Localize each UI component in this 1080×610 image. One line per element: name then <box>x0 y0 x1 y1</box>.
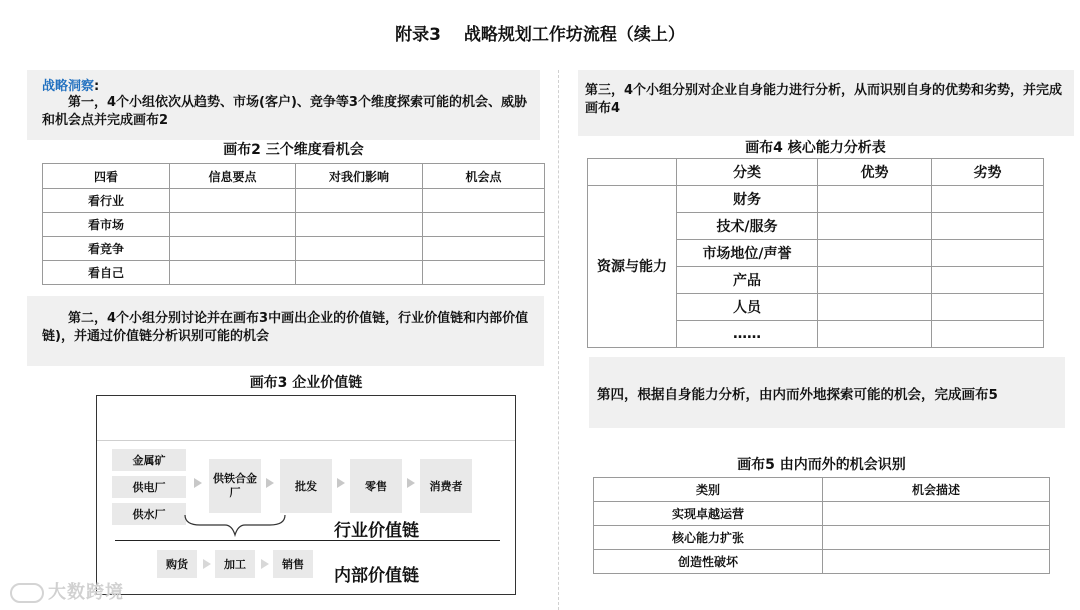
canvas4-corner-cell <box>588 159 677 186</box>
table-cell[interactable] <box>932 213 1044 240</box>
table-cell[interactable] <box>423 237 545 261</box>
step2-text: 第二，4个小组分别讨论并在画布3中画出企业的价值链，行业价值链和内部价值链)，并通过价值链分析识别可能的机会 <box>42 311 529 344</box>
canvas2-header-cell: 四看 <box>43 164 170 189</box>
table-row <box>43 213 545 237</box>
brace-icon <box>180 513 290 543</box>
canvas4-group-cell: 资源与能力 <box>588 186 677 348</box>
table-cell[interactable] <box>296 213 423 237</box>
step4-text: 第四，根据自身能力分析，由内而外地探索可能的机会，完成画布5 <box>597 387 998 403</box>
table-row <box>588 186 1044 213</box>
canvas2-header-cell: 对我们影响 <box>296 164 423 189</box>
canvas4-row-label: 技术/服务 <box>677 213 818 240</box>
chain-arrow-icon <box>266 478 274 488</box>
canvas5-header-cell: 类别 <box>594 478 823 502</box>
chain-step-box: 零售 <box>350 459 402 513</box>
canvas5-row-label: 创造性破坏 <box>594 550 823 574</box>
table-cell[interactable] <box>932 186 1044 213</box>
table-cell[interactable] <box>823 550 1050 574</box>
table-cell[interactable] <box>296 189 423 213</box>
canvas2-row-label: 看市场 <box>43 213 170 237</box>
table-row <box>43 261 545 285</box>
step1-heading <box>42 75 99 94</box>
step4-panel <box>589 357 1065 428</box>
chain-step-box: 消费者 <box>420 459 472 513</box>
watermark <box>10 578 124 604</box>
step1-label: 战略洞察 <box>42 79 95 94</box>
chain-arrow-icon <box>203 559 211 569</box>
table-cell[interactable] <box>296 237 423 261</box>
table-cell[interactable] <box>818 294 932 321</box>
table-cell[interactable] <box>170 261 296 285</box>
internal-step-box: 销售 <box>273 550 313 578</box>
canvas2-table <box>42 163 545 285</box>
canvas5-header-row <box>594 478 1050 502</box>
table-cell[interactable] <box>423 261 545 285</box>
industry-chain-label: 行业价值链 <box>334 521 419 541</box>
table-cell[interactable] <box>932 321 1044 348</box>
chain-arrow-icon <box>194 478 202 488</box>
chain-arrow-icon <box>407 478 415 488</box>
internal-step-box: 购货 <box>157 550 197 578</box>
table-cell[interactable] <box>818 267 932 294</box>
canvas2-header-cell: 信息要点 <box>170 164 296 189</box>
canvas5-header-cell: 机会描述 <box>823 478 1050 502</box>
canvas2-row-label: 看自己 <box>43 261 170 285</box>
supplier-box: 供电厂 <box>112 476 186 498</box>
table-cell[interactable] <box>296 261 423 285</box>
canvas2-header-cell: 机会点 <box>423 164 545 189</box>
canvas4-title: 画布4 核心能力分析表 <box>745 140 886 156</box>
step3-text: 第三，4个小组分别对企业自身能力进行分析，从而识别自身的优势和劣势，并完成画布4 <box>585 83 1063 116</box>
canvas2-header-row <box>43 164 545 189</box>
table-cell[interactable] <box>423 213 545 237</box>
table-cell[interactable] <box>818 186 932 213</box>
canvas3-top-rule <box>97 440 515 441</box>
table-cell[interactable] <box>823 526 1050 550</box>
table-cell[interactable] <box>818 213 932 240</box>
table-cell[interactable] <box>823 502 1050 526</box>
column-divider <box>558 70 559 610</box>
table-cell[interactable] <box>932 294 1044 321</box>
internal-step-box: 加工 <box>215 550 255 578</box>
table-cell[interactable] <box>818 240 932 267</box>
step3-panel <box>578 70 1074 136</box>
canvas4-header-cell: 优势 <box>818 159 932 186</box>
table-cell[interactable] <box>170 189 296 213</box>
table-row <box>43 237 545 261</box>
canvas4-row-label: 财务 <box>677 186 818 213</box>
chain-arrow-icon <box>261 559 269 569</box>
chain-step-box: 批发 <box>280 459 332 513</box>
canvas4-row-label: 人员 <box>677 294 818 321</box>
step1-label-colon: : <box>94 79 100 94</box>
supplier-box: 供水厂 <box>112 503 186 525</box>
supplier-box: 金属矿 <box>112 449 186 471</box>
industry-chain-rule <box>115 540 500 541</box>
canvas4-row-label: 产品 <box>677 267 818 294</box>
table-cell[interactable] <box>170 237 296 261</box>
canvas5-row-label: 实现卓越运营 <box>594 502 823 526</box>
page-title: 附录3 战略规划工作坊流程（续上） <box>395 25 685 45</box>
watermark-text: 大数跨境 <box>48 582 124 603</box>
canvas3-title: 画布3 企业价值链 <box>249 375 363 391</box>
canvas2-title: 画布2 三个维度看机会 <box>223 142 364 158</box>
canvas2-row-label: 看行业 <box>43 189 170 213</box>
chain-step-box: 供铁合金厂 <box>209 459 261 513</box>
canvas4-header-row <box>588 159 1044 186</box>
table-cell[interactable] <box>170 213 296 237</box>
step2-panel <box>27 296 544 366</box>
table-cell[interactable] <box>932 267 1044 294</box>
table-row <box>594 550 1050 574</box>
canvas4-header-cell: 分类 <box>677 159 818 186</box>
table-cell[interactable] <box>818 321 932 348</box>
canvas4-row-label: …… <box>677 321 818 348</box>
table-cell[interactable] <box>932 240 1044 267</box>
canvas4-header-cell: 劣势 <box>932 159 1044 186</box>
canvas4-table <box>587 158 1044 348</box>
internal-chain-label: 内部价值链 <box>334 566 419 586</box>
table-row <box>594 526 1050 550</box>
step1-text: 第一，4个小组依次从趋势、市场(客户)、竞争等3个维度探索可能的机会、威胁和机会点并完成画布2 <box>42 95 527 128</box>
table-cell[interactable] <box>423 189 545 213</box>
canvas5-table <box>593 477 1050 574</box>
watermark-logo-icon <box>10 583 44 603</box>
table-row <box>43 189 545 213</box>
canvas2-row-label: 看竞争 <box>43 237 170 261</box>
chain-arrow-icon <box>337 478 345 488</box>
table-row <box>594 502 1050 526</box>
step1-panel <box>27 70 540 140</box>
canvas5-row-label: 核心能力扩张 <box>594 526 823 550</box>
canvas5-title: 画布5 由内而外的机会识别 <box>737 457 906 473</box>
canvas4-row-label: 市场地位/声誉 <box>677 240 818 267</box>
